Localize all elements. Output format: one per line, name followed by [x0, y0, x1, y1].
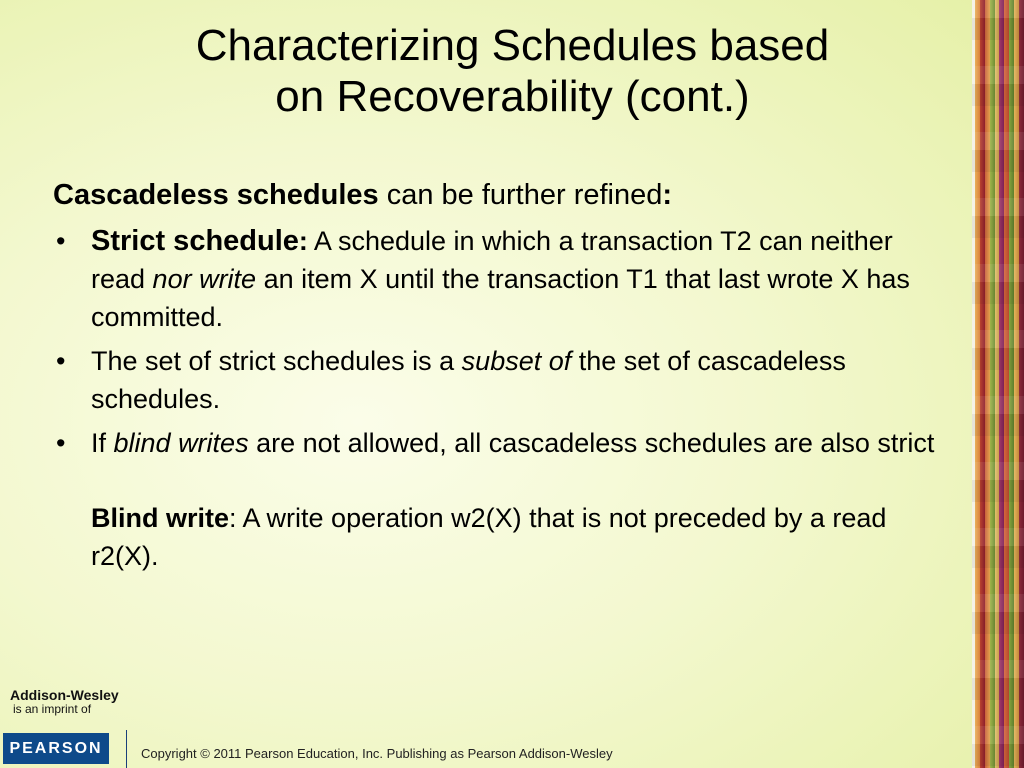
imprint-name: Addison-Wesley — [10, 687, 119, 703]
blind-write-definition — [91, 499, 953, 575]
strict-schedule-term: Strict schedule — [91, 225, 299, 257]
intro-text: can be further refined — [378, 179, 663, 211]
addison-wesley-logo — [10, 688, 119, 716]
bullet-text: A schedule in which a transaction T2 can neither read — [91, 226, 893, 294]
pearson-logo: PEARSON — [3, 733, 109, 764]
bullet-emphasis: blind writes — [113, 428, 249, 458]
decorative-stripe-band — [972, 0, 1024, 768]
bullet-text: If — [91, 428, 114, 458]
bullet-marker: • — [56, 226, 66, 256]
title-line-2: on Recoverability (cont.) — [275, 72, 750, 121]
intro-colon: : — [662, 179, 673, 211]
bullet-text: are not allowed, all cascadeless schedules are also strict — [248, 428, 935, 458]
blind-write-text: : A write operation w2(X) that is not preceded by a read r2(X). — [91, 503, 887, 571]
blind-write-term: Blind write — [91, 503, 230, 533]
footer-divider — [126, 730, 127, 768]
imprint-subtext: is an imprint of — [13, 702, 92, 716]
bullet-strict-schedule — [53, 222, 953, 336]
slide-body — [53, 174, 953, 575]
title-line-1: Characterizing Schedules based — [195, 21, 830, 70]
bullet-emphasis: subset of — [461, 346, 572, 376]
intro-term: Cascadeless schedules — [53, 179, 379, 211]
bullet-text: the set of cascadeless schedules. — [91, 346, 846, 414]
strict-schedule-colon: : — [298, 226, 308, 256]
bullet-emphasis: nor write — [152, 264, 257, 294]
bullet-marker: • — [56, 346, 66, 376]
bullet-list — [53, 222, 953, 462]
bullet-text: an item X until the transaction T1 that last wrote X has committed. — [91, 264, 910, 332]
bullet-marker: • — [56, 428, 66, 458]
copyright-notice: Copyright © 2011 Pearson Education, Inc. Publishing as Pearson Addison-Wesley — [141, 746, 613, 761]
bullet-subset — [53, 342, 953, 418]
bullet-text: The set of strict schedules is a — [91, 346, 462, 376]
slide-title — [60, 20, 965, 122]
intro-line — [53, 174, 953, 216]
bullet-blind-writes — [53, 424, 953, 462]
